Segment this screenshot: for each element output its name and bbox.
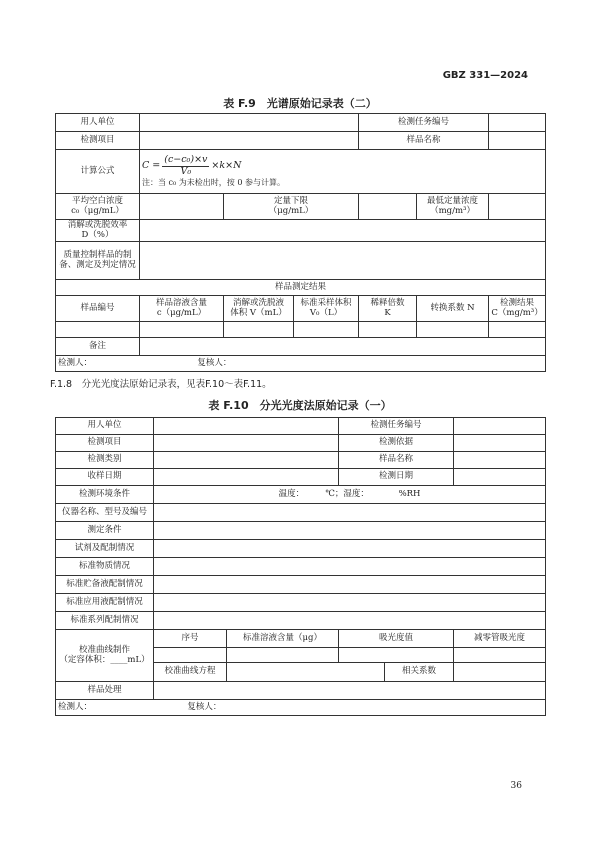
test-date-label: 检测日期 [339, 469, 454, 486]
corr-label: 相关系数 [385, 663, 454, 682]
task-no-label: 检测任务编号 [339, 418, 454, 435]
table-f9-title: 表 F.9 光谱原始记录表（二） [223, 97, 377, 110]
task-no-value[interactable] [454, 418, 546, 435]
formula-denominator: V₀ [180, 166, 192, 178]
calc-label: 计算公式 [56, 150, 140, 194]
std-material-label: 标准物质情况 [56, 558, 154, 576]
col-volume: 消解或洗脱液 体积 V（mL） [224, 296, 294, 322]
series-value[interactable] [154, 612, 546, 630]
lod-value[interactable] [359, 194, 417, 220]
condition-label: 测定条件 [56, 522, 154, 540]
basis-label: 检测依据 [339, 435, 454, 452]
formula-rhs: ×k×N [211, 160, 242, 172]
remark-value[interactable] [140, 338, 546, 356]
table-f10 [55, 417, 546, 716]
signature-row [56, 700, 546, 716]
recv-date-label: 收样日期 [56, 469, 154, 486]
category-value[interactable] [154, 452, 339, 469]
table-row [56, 322, 546, 338]
blank-value[interactable] [140, 194, 224, 220]
qc-label: 质量控制样品的制备、测定及判定情况 [56, 242, 140, 280]
sample-name-value[interactable] [454, 452, 546, 469]
section-f-1-8: F.1.8 分光光度法原始记录表，见表F.10～表F.11。 [50, 379, 272, 390]
item-value[interactable] [140, 132, 359, 150]
pretreat-label: 样品处理 [56, 682, 154, 700]
test-date-value[interactable] [454, 469, 546, 486]
std-material-value[interactable] [154, 558, 546, 576]
min-conc-value[interactable] [489, 194, 546, 220]
efficiency-label: 消解或洗脱效率 D（%） [56, 220, 140, 242]
reagent-label: 试剂及配制情况 [56, 540, 154, 558]
category-label: 检测类别 [56, 452, 154, 469]
col-sample-no: 样品编号 [56, 296, 140, 322]
instrument-value[interactable] [154, 504, 546, 522]
col-std-amount: 标准溶液含量（μg） [227, 630, 339, 648]
series-label: 标准系列配制情况 [56, 612, 154, 630]
task-no-label: 检测任务编号 [359, 114, 489, 132]
corr-value[interactable] [454, 663, 546, 682]
formula-note: 注：当 c₀ 为未检出时，按 0 参与计算。 [142, 178, 285, 188]
col-zero-absorbance: 减零管吸光度 [454, 630, 546, 648]
formula-lhs: C = [142, 160, 161, 172]
tester-label: 检测人： [58, 701, 93, 712]
formula-numerator: (c−c₀)×v [164, 154, 208, 166]
results-heading: 样品测定结果 [56, 280, 546, 296]
unit-label: 用人单位 [56, 418, 154, 435]
efficiency-value[interactable] [140, 220, 546, 242]
unit-label: 用人单位 [56, 114, 140, 132]
pretreat-value[interactable] [154, 682, 546, 700]
env-label: 检测环境条件 [56, 486, 154, 504]
table-f10-title: 表 F.10 分光光度法原始记录（一） [208, 399, 392, 412]
blank-label: 平均空白浓度 c₀（μg/mL） [56, 194, 140, 220]
working-label: 标准应用液配制情况 [56, 594, 154, 612]
formula-cell [140, 150, 546, 194]
col-solution-conc: 样品溶液含量 c（μg/mL） [140, 296, 224, 322]
stock-label: 标准贮备液配制情况 [56, 576, 154, 594]
lod-label: 定量下限 （μg/mL） [224, 194, 359, 220]
col-dilution: 稀释倍数 K [359, 296, 417, 322]
reviewer-label: 复核人： [187, 701, 222, 712]
sample-name-label: 样品名称 [339, 452, 454, 469]
formula [142, 155, 241, 178]
col-result: 检测结果 C（mg/m³） [489, 296, 546, 322]
col-absorbance: 吸光度值 [339, 630, 454, 648]
task-no-value[interactable] [489, 114, 546, 132]
sample-name-value[interactable] [489, 132, 546, 150]
item-value[interactable] [154, 435, 339, 452]
table-f9 [55, 113, 546, 372]
min-conc-label: 最低定量浓度 （mg/m³） [417, 194, 489, 220]
remark-label: 备注 [56, 338, 140, 356]
basis-value[interactable] [454, 435, 546, 452]
instrument-label: 仪器名称、型号及编号 [56, 504, 154, 522]
stock-value[interactable] [154, 576, 546, 594]
col-std-volume: 标准采样体积 V₀（L） [294, 296, 359, 322]
recv-date-value[interactable] [154, 469, 339, 486]
reviewer-label: 复核人： [197, 357, 232, 368]
curve-label: 校准曲线制作 （定容体积：____mL） [56, 630, 154, 682]
standard-number: GBZ 331—2024 [442, 70, 528, 81]
working-value[interactable] [154, 594, 546, 612]
formula-fraction [162, 155, 209, 178]
env-value: 温度： ℃；湿度： %RH [154, 486, 546, 504]
col-conversion: 转换系数 N [417, 296, 489, 322]
item-label: 检测项目 [56, 435, 154, 452]
reagent-value[interactable] [154, 540, 546, 558]
signature-row [56, 356, 546, 372]
unit-value[interactable] [140, 114, 359, 132]
item-label: 检测项目 [56, 132, 140, 150]
qc-value[interactable] [140, 242, 546, 280]
tester-label: 检测人： [58, 357, 93, 368]
page-number: 36 [510, 781, 522, 791]
equation-value[interactable] [227, 663, 385, 682]
sample-name-label: 样品名称 [359, 132, 489, 150]
condition-value[interactable] [154, 522, 546, 540]
col-seq: 序号 [154, 630, 227, 648]
equation-label: 校准曲线方程 [154, 663, 227, 682]
unit-value[interactable] [154, 418, 339, 435]
